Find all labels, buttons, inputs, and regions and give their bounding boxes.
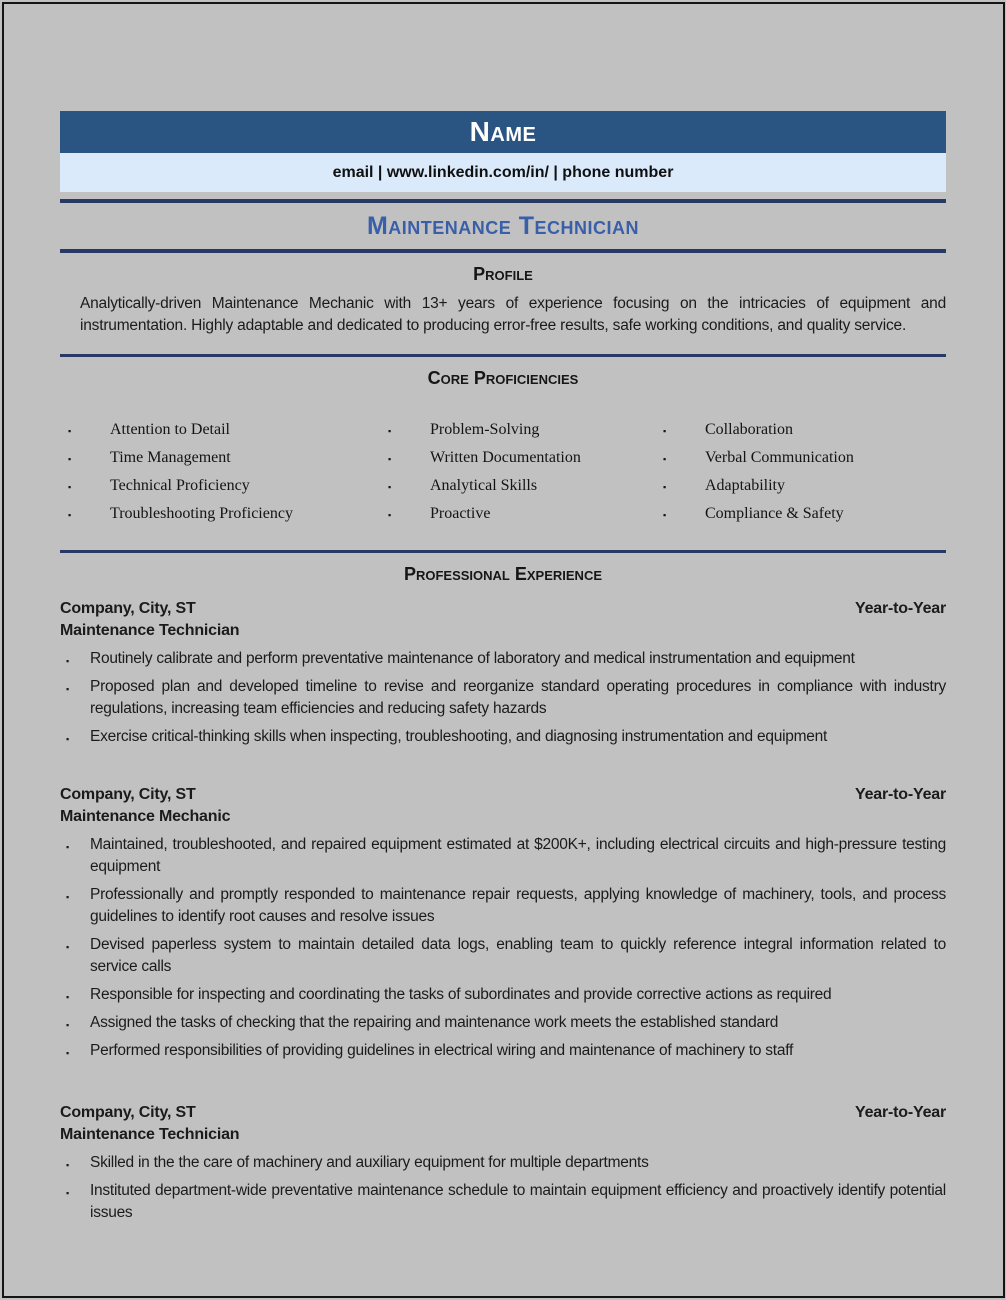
bullet-icon: ▪: [66, 842, 69, 852]
core-item-label: Verbal Communication: [705, 449, 854, 466]
core-item-label: Attention to Detail: [110, 421, 230, 438]
core-item-label: Proactive: [430, 505, 491, 522]
core-item: [60, 420, 380, 440]
job-title: Maintenance Mechanic: [60, 808, 231, 825]
bullet-icon: ▪: [66, 1048, 69, 1058]
job-bullet: [60, 884, 946, 928]
core-item: [655, 476, 946, 496]
job-entry: [60, 784, 946, 1062]
bullet-icon: ▪: [68, 426, 72, 436]
bullet-icon: ▪: [66, 1020, 69, 1030]
core-item: [655, 420, 946, 440]
job-header: [60, 1102, 946, 1124]
core-item-label: Time Management: [110, 449, 231, 466]
bullet-icon: ▪: [388, 482, 392, 492]
job-entry: [60, 1102, 946, 1224]
core-item-label: Written Documentation: [430, 449, 581, 466]
job-bullet: [60, 648, 946, 670]
job-dates: Year-to-Year: [855, 786, 946, 803]
contact-bar: [60, 153, 946, 192]
section-heading-profile: Profile: [473, 264, 533, 284]
job-bullet: [60, 934, 946, 978]
job-bullet: [60, 1180, 946, 1224]
candidate-name: Name: [469, 116, 537, 147]
name-banner: [60, 111, 946, 153]
job-bullet-text: Routinely calibrate and perform preventative maintenance of laboratory and medical instrumentation and equipment: [90, 650, 855, 667]
job-title: Maintenance Technician: [60, 622, 240, 639]
resume-content: [60, 0, 946, 1224]
job-bullet-text: Responsible for inspecting and coordinating the tasks of subordinates and provide corrective actions as required: [90, 986, 832, 1003]
job-bullet-text: Exercise critical-thinking skills when inspecting, troubleshooting, and diagnosing instrumentation and equipment: [90, 728, 828, 745]
divider: [60, 354, 946, 357]
bullet-icon: ▪: [68, 482, 72, 492]
document-title: [60, 203, 946, 249]
core-item-label: Analytical Skills: [430, 477, 538, 494]
bullet-icon: ▪: [663, 426, 667, 436]
company-name: Company, City, ST: [60, 600, 196, 617]
bullet-icon: ▪: [663, 454, 667, 464]
core-item: [380, 448, 655, 468]
section-heading-experience: Professional Experience: [403, 564, 603, 584]
core-item-label: Collaboration: [705, 421, 793, 438]
job-bullet-text: Skilled in the the care of machinery and auxiliary equipment for multiple departments: [90, 1154, 649, 1171]
job-dates: Year-to-Year: [855, 600, 946, 617]
core-item: [60, 448, 380, 468]
document-title-text: Maintenance Technician: [366, 212, 640, 240]
divider: [60, 249, 946, 253]
core-item-label: Adaptability: [705, 477, 785, 494]
core-item: [655, 448, 946, 468]
job-bullet: [60, 834, 946, 878]
job-header: [60, 598, 946, 620]
bullet-icon: ▪: [66, 892, 69, 902]
divider: [60, 550, 946, 553]
job-bullet-text: Proposed plan and developed timeline to revise and reorganize standard operating procedures in compliance with industry regulations, increasing team efficiencies and reducing safety hazards: [90, 678, 946, 717]
job-bullets: [60, 648, 946, 748]
bullet-icon: ▪: [663, 510, 667, 520]
job-dates: Year-to-Year: [855, 1104, 946, 1121]
company-name: Company, City, ST: [60, 1104, 196, 1121]
core-item: [60, 476, 380, 496]
core-item: [380, 504, 655, 524]
job-entry: [60, 598, 946, 748]
job-bullet: [60, 1040, 946, 1062]
bullet-icon: ▪: [66, 992, 69, 1002]
bullet-icon: ▪: [663, 482, 667, 492]
job-bullet: [60, 726, 946, 748]
job-bullet: [60, 1152, 946, 1174]
bullet-icon: ▪: [388, 510, 392, 520]
bullet-icon: ▪: [388, 426, 392, 436]
job-bullet-text: Maintained, troubleshooted, and repaired equipment estimated at $200K+, including electrical circuits and high-pressure testing equipment: [90, 836, 946, 875]
company-name: Company, City, ST: [60, 786, 196, 803]
job-bullet: [60, 1012, 946, 1034]
job-bullet: [60, 676, 946, 720]
core-item-label: Compliance & Safety: [705, 505, 844, 522]
bullet-icon: ▪: [66, 734, 69, 744]
job-bullet-text: Devised paperless system to maintain detailed data logs, enabling team to quickly reference integral information related to service calls: [90, 936, 946, 975]
job-title: Maintenance Technician: [60, 1126, 240, 1143]
core-proficiencies-grid: [60, 420, 946, 524]
job-bullets: [60, 1152, 946, 1224]
core-item-label: Problem-Solving: [430, 421, 540, 438]
job-bullet-text: Professionally and promptly responded to maintenance repair requests, applying knowledge of machinery, tools, and process guidelines to identify root causes and resolve issues: [90, 886, 946, 925]
bullet-icon: ▪: [68, 510, 72, 520]
core-item: [380, 476, 655, 496]
core-item: [380, 420, 655, 440]
bullet-icon: ▪: [66, 1188, 69, 1198]
job-bullet-text: Assigned the tasks of checking that the repairing and maintenance work meets the established standard: [90, 1014, 779, 1031]
core-item-label: Technical Proficiency: [110, 477, 250, 494]
bullet-icon: ▪: [68, 454, 72, 464]
job-bullet-text: Performed responsibilities of providing guidelines in electrical wiring and maintenance of machinery to staff: [90, 1042, 794, 1059]
bullet-icon: ▪: [66, 684, 69, 694]
core-item: [60, 504, 380, 524]
job-bullet-text: Instituted department-wide preventative maintenance schedule to maintain equipment efficiency and proactively identify potential issues: [90, 1182, 946, 1221]
section-heading-core-proficiencies: Core Proficiencies: [427, 368, 579, 388]
core-item: [655, 504, 946, 524]
bullet-icon: ▪: [66, 1160, 69, 1170]
job-bullets: [60, 834, 946, 1062]
job-bullet: [60, 984, 946, 1006]
profile-paragraph: Analytically-driven Maintenance Mechanic with 13+ years of experience focusing on the intricacies of equipment and instrumentation. Highly adaptable and dedicated to producing error-free results, safe working conditions, and quality service.: [80, 295, 946, 334]
bullet-icon: ▪: [388, 454, 392, 464]
job-header: [60, 784, 946, 806]
bullet-icon: ▪: [66, 656, 69, 666]
bullet-icon: ▪: [66, 942, 69, 952]
core-item-label: Troubleshooting Proficiency: [110, 505, 293, 522]
contact-line: email | www.linkedin.com/in/ | phone number: [332, 164, 674, 181]
